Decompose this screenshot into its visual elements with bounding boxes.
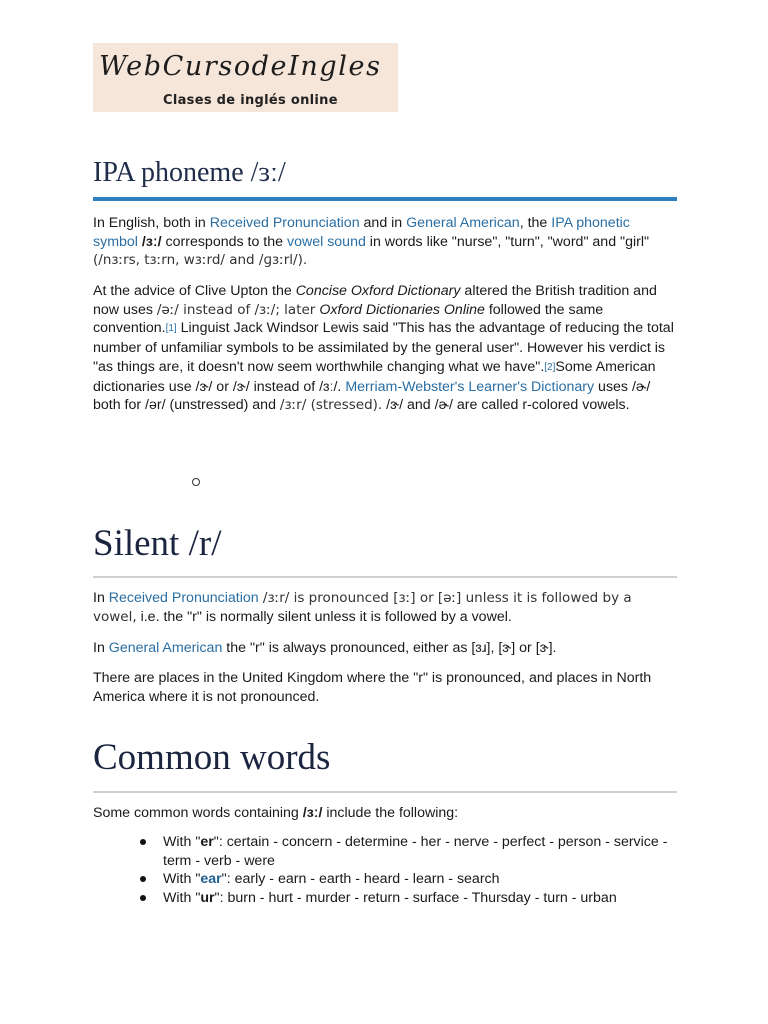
bullet: [140, 839, 146, 845]
logo-banner[interactable]: [93, 43, 398, 112]
ipa-text: /əː/ instead of /ɜː/; later: [156, 301, 316, 318]
heading-rule: [93, 197, 677, 201]
list-item: [93, 870, 677, 889]
heading-rule: [93, 576, 677, 578]
silent-paragraph-3: There are places in the United Kingdom where the "r" is pronounced, and places in North America where it is not pronounced.: [93, 670, 652, 705]
common-words-heading: Common words: [93, 737, 331, 778]
ipa-text: /ɜːr/ is pronounced [ɜː] or [əː] unless it is followed by a vowel,: [93, 590, 632, 625]
text: With ": [163, 889, 201, 906]
reference-link-2[interactable]: [2]: [544, 361, 556, 373]
ipa-transcriptions: (/nɜːrs, tɜːrn, wɜːrd/ and /ɡɜːrl/).: [93, 252, 308, 269]
ipa-text: /ɜːr/ (stressed).: [279, 397, 383, 414]
text: ": burn - hurt - murder - return - surface - Thursday - turn - urban: [214, 889, 617, 906]
link-merriam-webster[interactable]: Merriam-Webster's Learner's Dictionary: [345, 378, 595, 395]
text: ": certain - concern - determine - her - nerve - perfect - person - service - term - verb - were: [163, 834, 668, 869]
dictionary-title: Oxford Dictionaries Online: [319, 301, 485, 318]
text: include the following:: [322, 805, 459, 821]
link-general-american[interactable]: General American: [108, 640, 223, 656]
logo-wordmark: WebCursodeIngles: [99, 51, 382, 82]
bullet: [140, 876, 146, 882]
link-vowel-sound[interactable]: vowel sound: [286, 233, 366, 250]
spelling-key: er: [200, 834, 214, 850]
list-item: [93, 889, 677, 908]
dictionary-title: Concise Oxford Dictionary: [295, 283, 461, 299]
text: Linguist Jack Windsor Lewis said "This has the advantage of reducing the total number of unfamiliar symbols to be assimilated by the general user". However his verdict is "as things are, it doesn't now seem worthwhile changing what we have".: [93, 320, 674, 375]
spelling-key: ear: [200, 871, 222, 887]
text: the "r" is always pronounced, either as [ɜɹ], [ɝ] or [ɝ].: [222, 640, 557, 656]
common-words-list: [93, 833, 677, 907]
list-item: [93, 833, 677, 870]
link-received-pronunciation[interactable]: Received Pronunciation: [209, 215, 360, 231]
text: and in: [359, 215, 407, 231]
silent-paragraph-1: [93, 589, 677, 626]
ipa-paragraph-2: [93, 282, 677, 415]
text: , the: [519, 215, 552, 231]
common-words-intro: [93, 804, 677, 823]
silent-paragraph-2: [93, 639, 677, 658]
text: in words like "nurse", "turn", "word" and "girl": [365, 233, 650, 250]
text: ": early - earn - earth - heard - learn - search: [221, 871, 500, 887]
link-general-american[interactable]: General American: [406, 215, 520, 231]
link-received-pronunciation[interactable]: Received Pronunciation: [108, 590, 259, 606]
text: uses /ɚ/ both for /ər/ (unstressed) and: [93, 378, 651, 414]
empty-list-marker: [192, 478, 200, 486]
text: In English, both in: [93, 215, 210, 231]
spelling-key: ur: [200, 889, 215, 906]
text: With ": [163, 834, 201, 850]
phoneme-symbol: /ɜː/: [302, 805, 323, 821]
bullet: [140, 895, 146, 901]
text: Some American dictionaries use /ɝ/ or /ɝ/ instead of /ɜː/.: [93, 358, 656, 395]
text: /ɝ/ and /ɚ/ are called r-colored vowels.: [382, 397, 630, 414]
ipa-paragraph-1: [93, 214, 677, 270]
text: followed the same convention.: [93, 301, 604, 337]
text: Some common words containing: [93, 805, 303, 821]
phoneme-symbol: /ɜː/: [141, 233, 162, 250]
link-ipa-phonetic-symbol[interactable]: IPA phonetic symbol: [93, 215, 630, 250]
heading-rule: [93, 791, 677, 793]
text: altered the British tradition and now uses: [93, 283, 657, 318]
ipa-heading: IPA phoneme /ɜː/: [93, 157, 286, 188]
text: At the advice of Clive Upton the: [93, 283, 296, 299]
logo-tagline: Clases de inglés online: [163, 93, 338, 108]
text: i.e. the "r" is normally silent unless it is followed by a vowel.: [136, 608, 512, 625]
silent-r-heading: Silent /r/: [93, 523, 222, 564]
reference-link-1[interactable]: [1]: [165, 323, 177, 335]
text: With ": [163, 871, 201, 887]
text: In: [93, 640, 109, 656]
text: In: [93, 590, 109, 606]
text: corresponds to the: [161, 233, 287, 250]
